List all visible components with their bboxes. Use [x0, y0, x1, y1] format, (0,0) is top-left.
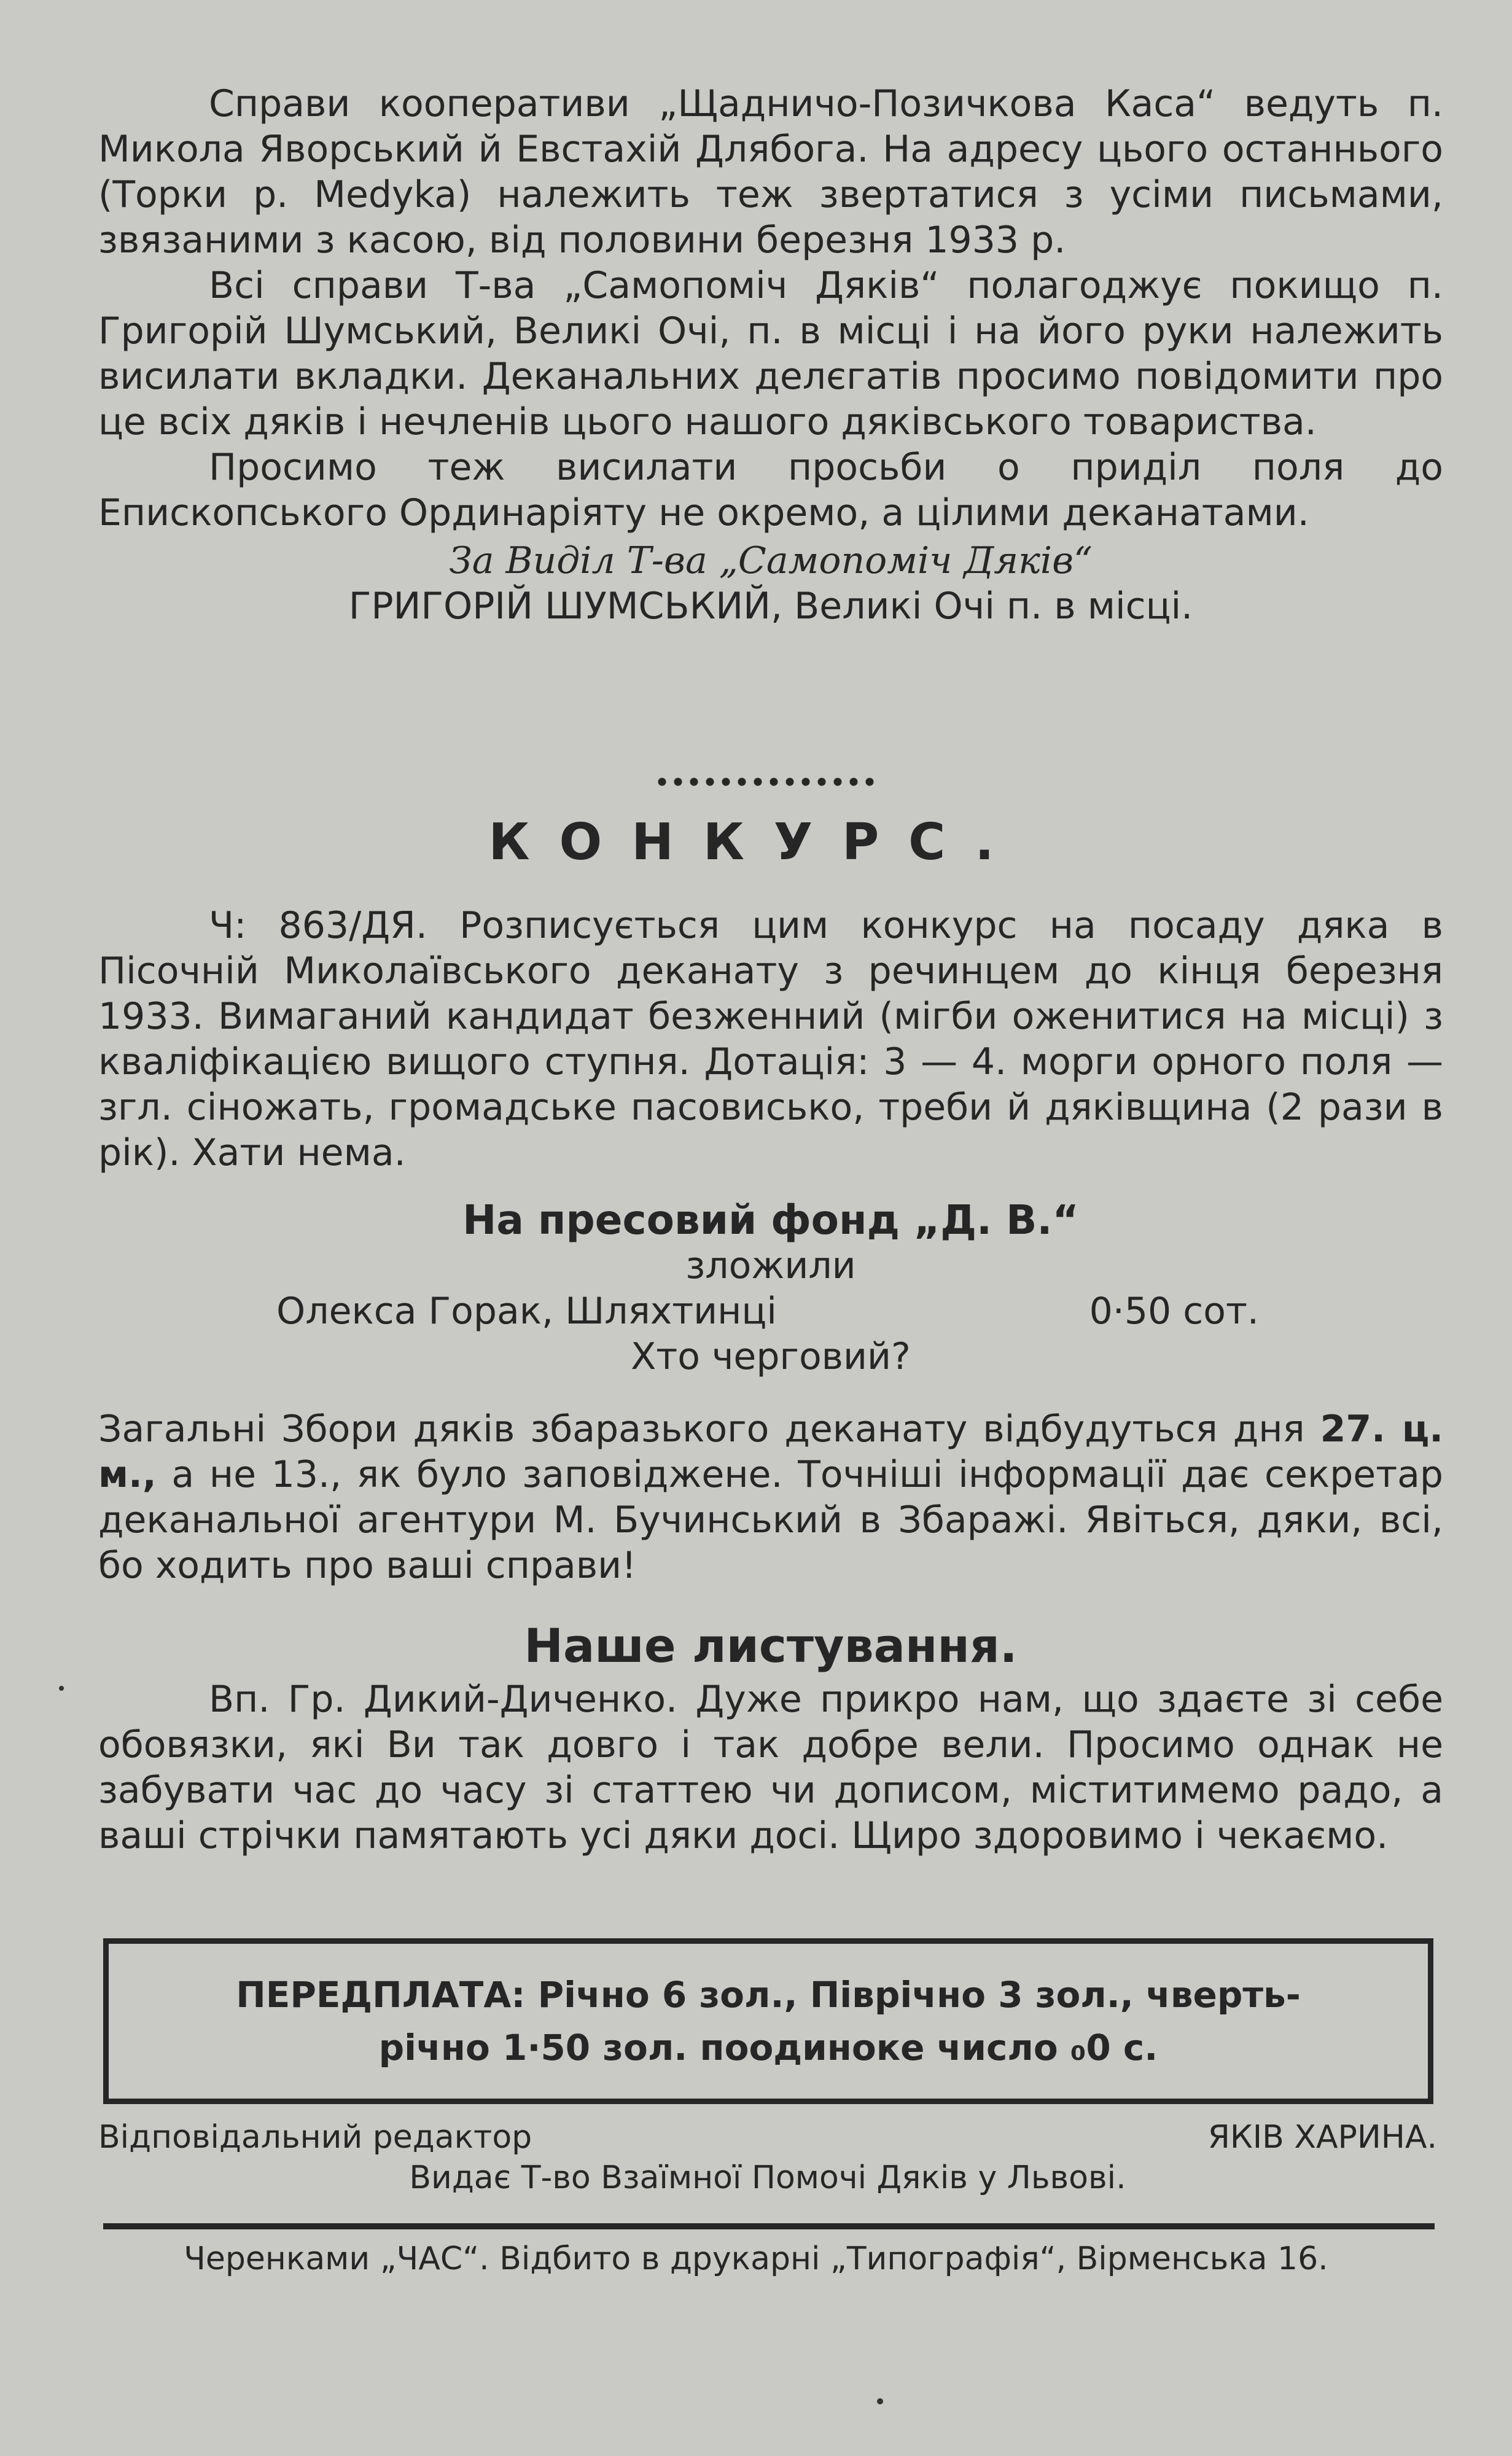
subscription-line-1 [236, 1968, 1301, 2021]
publisher-line: Видає Т-во Взаїмної Помочі Дяків у Львові. [409, 2159, 1126, 2196]
konkurs-block [98, 903, 1443, 1175]
footer-rule [103, 2223, 1435, 2229]
paragraph-loan-office: Справи кооперативи „Щадничо-Позичкова Каса“ ведуть п. Микола Яворський й Евстахій Длябога. На адресу цього останнього (Торки р. Medyka) належить теж звертатися з усіми письмами, звязаними з касою, від половини березня 1933 р. [98, 82, 1443, 262]
meeting-date: 27. ц. м., [98, 1408, 1443, 1496]
press-fund-heading: На пресовий фонд „Д. В.“ [462, 1196, 1079, 1244]
editor-name: ЯКІВ ХАРИНА. [1207, 2119, 1437, 2156]
konkurs-heading: КОНКУРС. [488, 813, 1024, 871]
subscription-box [103, 1938, 1433, 2104]
meeting-lead: Загальні Збори дяків збаразького деканату відбудуться дня [98, 1408, 1305, 1451]
press-fund-block [98, 1198, 1443, 1379]
print-speck [877, 2398, 883, 2404]
meeting-text [98, 1406, 1443, 1588]
next-donor-question: Хто черговий? [631, 1335, 911, 1378]
meeting-block [98, 1406, 1443, 1588]
editor-label: Відповідальний редактор [98, 2119, 532, 2156]
donation-row [98, 1288, 1443, 1334]
subscription-label: ПЕРЕДПЛАТА [236, 1974, 512, 2016]
letters-heading: Наше листування. [524, 1618, 1018, 1673]
konkurs-text: Ч: 863/ДЯ. Розписується цим конкурс на посаду дяка в Пісочній Миколаївського деканату з речинцем до кінця березня 1933. Вимаганий кандидат безженний (мігби оженитися на місці) з кваліфікацією вищого ступня. Дотація: 3 — 4. морги орного поля — згл. сіножать, громадське пасовисько, треби й дяківщина (2 рази в рік). Хати нема. [98, 904, 1443, 1174]
letters-block [98, 1615, 1443, 1858]
paragraph-field-requests: Просимо теж висилати просьби о приділ поля до Епископського Ординаріяту не окремо, а цілими деканатами. [98, 446, 1443, 534]
printer-line: Черенками „ЧАС“. Відбито в друкарні „Типографія“, Вірменська 16. [184, 2240, 1328, 2277]
signature-organization: За Виділ Т-ва „Самопоміч Дяків“ [449, 539, 1093, 582]
editor-row [98, 2118, 1437, 2157]
signature-name: ГРИГОРІЙ ШУМСЬКИЙ, Великі Очі п. в місці. [348, 585, 1193, 628]
subscription-prices: : Річно 6 зол., Піврічно 3 зол., чверть- [511, 1974, 1301, 2016]
press-fund-subtitle: зложили [685, 1244, 856, 1287]
announcements-block [98, 81, 1443, 629]
subscription-line-2: річно 1·50 зол. поодиноке число ₀0 с. [378, 2027, 1158, 2068]
meeting-rest: а не 13., як було заповіджене. Точніші інформації дає секретар деканальної агентури М. Бучинський в Збаражі. Явіться, дяки, всі, бо ходить про ваші справи! [98, 1453, 1443, 1587]
dotted-separator [654, 777, 875, 787]
letters-text: Вп. Гр. Дикий-Диченко. Дуже прикро нам, що здаєте зі себе обовязки, які Ви так довго і так добре вели. Просимо однак не забувати час до часу зі статтею чи дописом, міститимемо радо, а ваші стрічки памятають усі дяки досі. Щиро здоровимо і чекаємо. [98, 1678, 1443, 1857]
print-speck [59, 1686, 64, 1691]
donor-name: Олекса Горак, Шляхтинці [276, 1290, 777, 1333]
donation-amount: 0·50 сот. [1089, 1290, 1259, 1333]
paragraph-samopomich: Всі справи Т-ва „Самопоміч Дяків“ полагоджує покищо п. Григорій Шумський, Великі Очі, п. в місці і на його руки належить висилати вкладки. Деканальних делєгатів просимо повідомити про це всіх дяків і нечленів цього нашого дяківського товариства. [98, 264, 1443, 443]
